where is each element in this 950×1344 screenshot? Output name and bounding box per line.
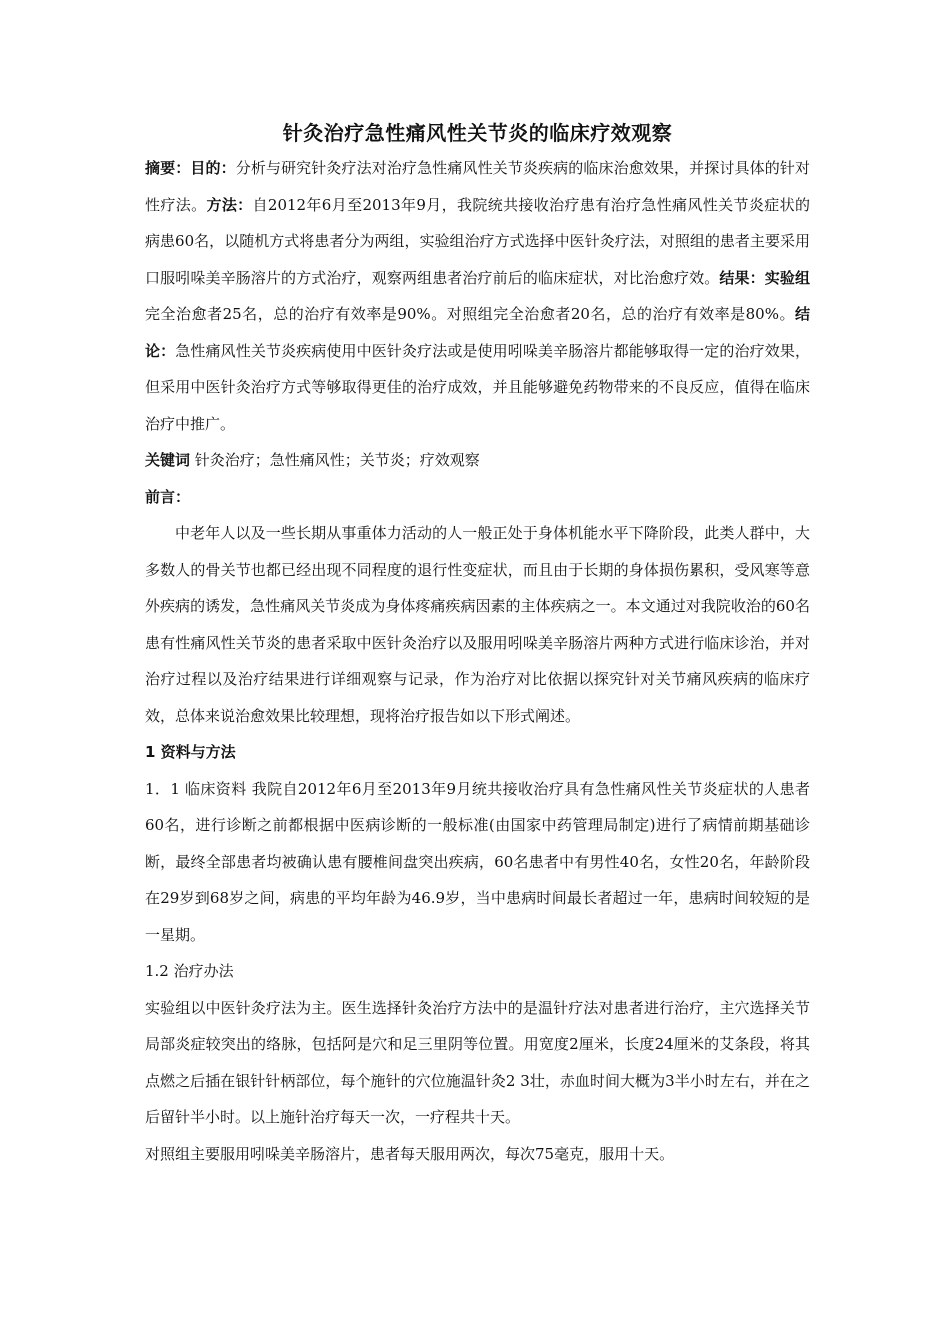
keywords-label: 关键词 xyxy=(145,451,191,469)
objective-label: 目的： xyxy=(190,159,236,177)
page-title: 针灸治疗急性痛风性关节炎的临床疗效观察 xyxy=(282,121,673,145)
result-label: 结果： xyxy=(719,268,765,287)
section-1-1-paragraph: 1．1 临床资料 我院自2012年6月至2013年9月统共接收治疗具有急性痛风性关节炎症状的人患者60名，进行诊断之前都根据中医病诊断的一般标准(由国家中药管理局制定)进行了病情前期基础诊断，最终全部患者均被确认患有腰椎间盘突出疾病，60名患者中有男性40名，女性20名，年龄阶段在29岁到68岁之间，病患的平均年龄为46.9岁，当中患病时间最长者超过一年，患病时间较短的是一星期。 xyxy=(145,779,810,944)
document-body xyxy=(145,118,810,1172)
conclusion-label: 结论： xyxy=(145,305,810,360)
result-text: 完全治愈者25名，总的治疗有效率是90%。对照组完全治愈者20名，总的治疗有效率是80%。 xyxy=(145,305,795,323)
method-text: 自2012年6月至2013年9月，我院统共接收治疗患有治疗急性痛风性关节炎症状的病患60名，以随机方式将患者分为两组，实验组治疗方式选择中医针灸疗法，对照组的患者主要采用口服吲哚美辛肠溶片的方式治疗，观察两组患者治疗前后的临床症状，对比治愈疗效。 xyxy=(145,195,810,287)
preface-heading xyxy=(145,479,810,516)
keywords-paragraph xyxy=(145,442,810,479)
keywords-text: 针灸治疗；急性痛风性；关节炎；疗效观察 xyxy=(190,451,480,469)
section-1-2-heading: 1.2 治疗办法 xyxy=(145,962,234,980)
section-1-heading: 1 资料与方法 xyxy=(145,743,236,761)
method-label: 方法： xyxy=(206,195,253,214)
preface-label: 前言： xyxy=(145,487,191,506)
abstract-paragraph xyxy=(145,150,810,442)
result-group-label: 实验组 xyxy=(764,268,810,287)
control-group-paragraph: 对照组主要服用吲哚美辛肠溶片，患者每天服用两次，每次75毫克，服用十天。 xyxy=(145,1144,675,1163)
abstract-label: 摘要： xyxy=(145,159,191,177)
preface-paragraph: 中老年人以及一些长期从事重体力活动的人一般正处于身体机能水平下降阶段，此类人群中，大多数人的骨关节也都已经出现不同程度的退行性变症状，而且由于长期的身体损伤累积，受风寒等意外疾病的诱发，急性痛风关节炎成为身体疼痛疾病因素的主体疾病之一。本文通过对我院收治的60名患有性痛风性关节炎的患者采取中医针灸治疗以及服用吲哚美辛肠溶片两种方式进行临床诊治，并对治疗过程以及治疗结果进行详细观察与记录，作为治疗对比依据以探究针对关节痛风疾病的临床疗效，总体来说治愈效果比较理想，现将治疗报告如以下形式阐述。 xyxy=(145,524,810,725)
conclusion-text: 急性痛风性关节炎疾病使用中医针灸疗法或是使用吲哚美辛肠溶片都能够取得一定的治疗效果，但采用中医针灸治疗方式等够取得更佳的治疗成效，并且能够避免药物带来的不良反应，值得在临床治疗中推广。 xyxy=(145,341,810,433)
objective-text: 分析与研究针灸疗法对治疗急性痛风性关节炎疾病的临床治愈效果，并探讨具体的针对性疗法。 xyxy=(145,159,810,214)
section-1-2-paragraph: 实验组以中医针灸疗法为主。医生选择针灸治疗方法中的是温针疗法对患者进行治疗，主穴选择关节局部炎症较突出的络脉，包括阿是穴和足三里阴等位置。用宽度2厘米，长度24厘米的艾条段，将其点燃之后插在银针针柄部位，每个施针的穴位施温针灸2 3壮，赤血时间大概为3半小时左右，并在之后留针半小时。以上施针治疗每天一次，一疗程共十天。 xyxy=(145,998,810,1126)
